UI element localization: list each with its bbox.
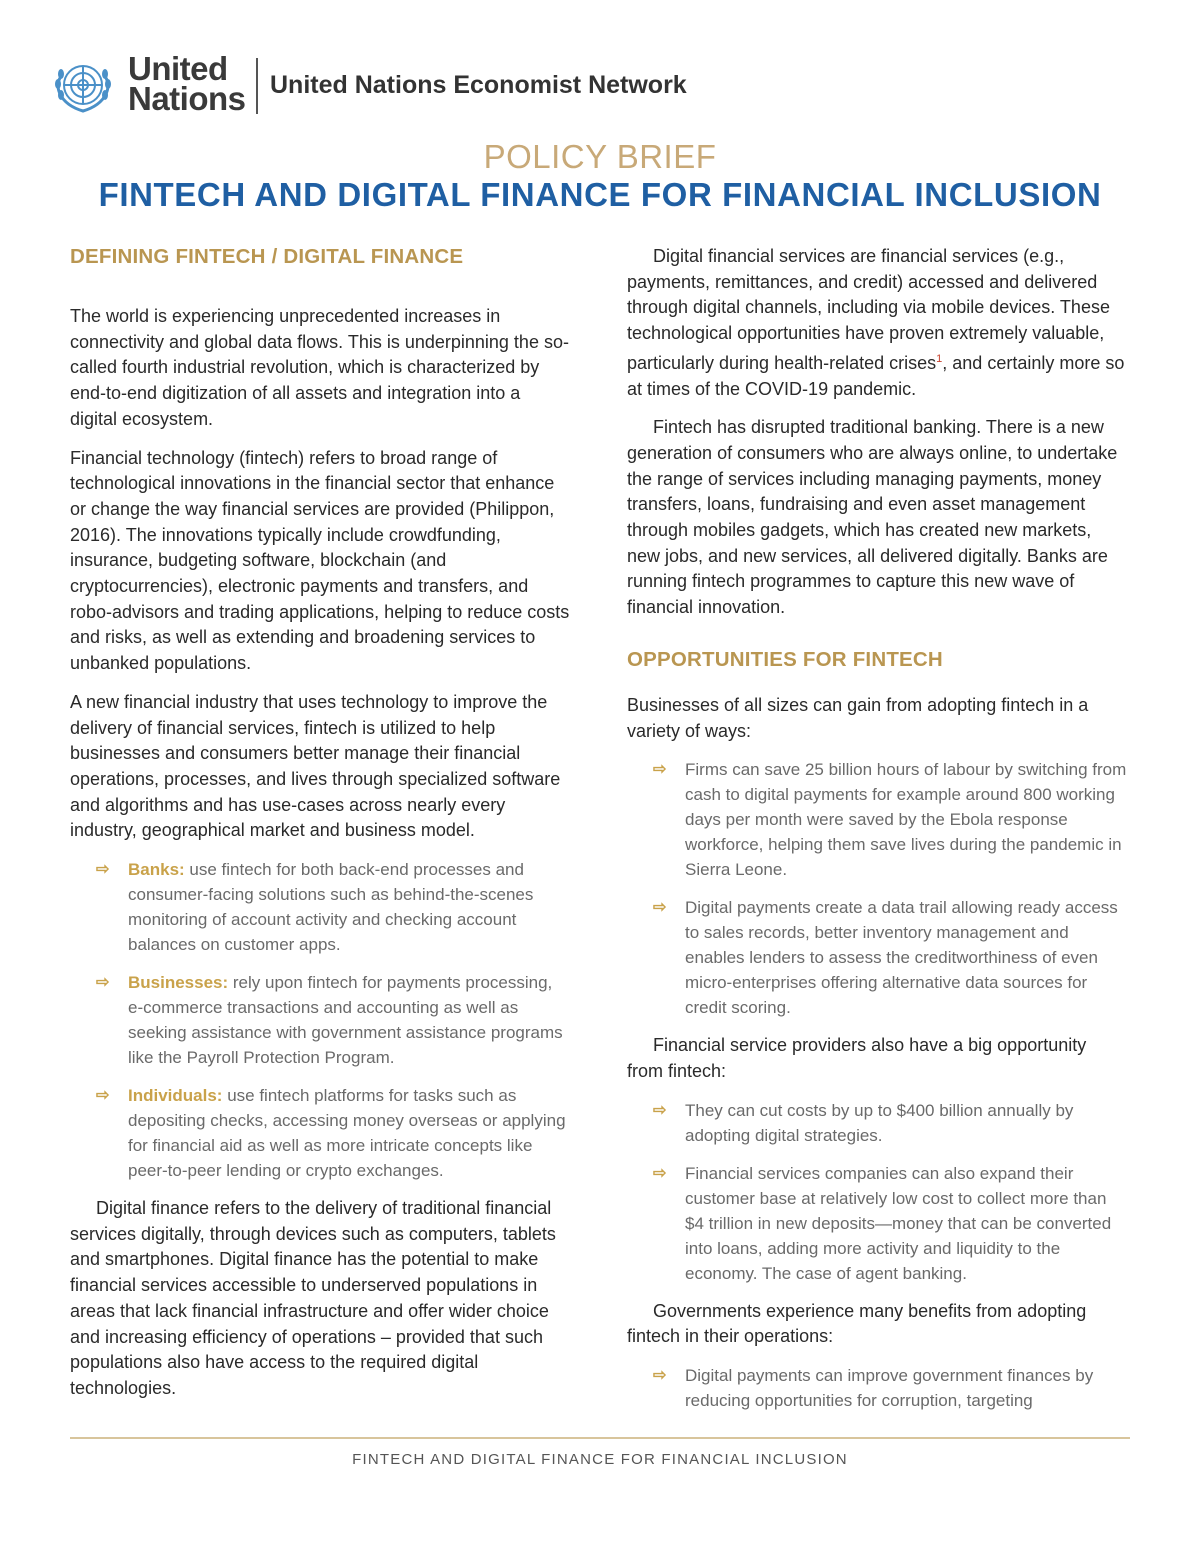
list-item (653, 757, 1127, 882)
list-item-text: use fintech platforms for tasks such as depositing checks, accessing money overseas or applying for financial aid as well as more intricate concepts like peer-to-peer lending or crypto exchanges. (128, 1086, 566, 1181)
page-footer: FINTECH AND DIGITAL FINANCE FOR FINANCIAL INCLUSION (352, 1451, 848, 1468)
un-emblem-icon (52, 54, 114, 116)
list-item-text: Digital payments can improve government finances by reducing opportunities for corruption, targeting (685, 1366, 1094, 1411)
paragraph: Fintech has disrupted traditional banking. There is a new generation of consumers who are always online, to undertake the range of services including managing payments, money transfers, loans, fundraising and even asset management through mobiles gadgets, which has created new markets, new jobs, and new services, all delivered digitally. Banks are running fintech programmes to capture this new wave of financial innovation. (627, 417, 1118, 618)
list-item-term: Banks: (128, 860, 185, 880)
left-column (70, 244, 570, 1415)
network-name: United Nations Economist Network (270, 71, 687, 99)
paragraph-text: , and certainly more so at times of the COVID-19 pandemic. (627, 352, 1125, 399)
paragraph: Financial technology (fintech) refers to broad range of technological innovations in the financial sector that enhance or change the way financial services are provided (Philippon, 2016). The innovations typically include crowdfunding, insurance, budgeting software, blockchain (and cryptocurrencies), electronic payments and transfers, and robo-advisors and trading applications, helping to reduce costs and risks, as well as extending and broadening services to unbanked populations. (70, 447, 570, 674)
list-item (653, 895, 1127, 1020)
footnote-marker[interactable]: 1 (936, 352, 943, 365)
arrow-right-icon: ⇨ (96, 861, 110, 879)
list-item (96, 857, 570, 957)
list-item-text: Financial services companies can also expand their customer base at relatively low cost to collect more than $4 trillion in new deposits—money that can be converted into loans, adding more activity and liquidity to the economy. The case of agent banking. (685, 1163, 1112, 1283)
paragraph (627, 244, 1127, 402)
list-item (653, 1161, 1127, 1286)
list-item (653, 1098, 1127, 1148)
arrow-right-icon: ⇨ (653, 1164, 667, 1182)
document-kicker: POLICY BRIEF (483, 138, 717, 175)
list-item (96, 1083, 570, 1183)
list-item-text: Firms can save 25 billion hours of labour by switching from cash to digital payments for example around 800 working days per month were saved by the Ebola response workforce, helping them save lives during the pandemic in Sierra Leone. (685, 760, 1127, 880)
list-item-term: Businesses: (128, 973, 229, 993)
list-item (96, 970, 570, 1070)
org-line-2: Nations (128, 80, 246, 117)
footer-divider (70, 1437, 1130, 1439)
section-heading-defining: DEFINING FINTECH / DIGITAL FINANCE (70, 245, 464, 268)
paragraph: Governments experience many benefits from adopting fintech in their operations: (627, 1300, 1087, 1347)
right-column (627, 244, 1127, 1426)
section-heading-opportunities: OPPORTUNITIES FOR FINTECH (627, 647, 943, 671)
org-line-1: United (128, 50, 228, 87)
arrow-right-icon: ⇨ (96, 974, 110, 992)
provider-benefits-list (627, 1098, 1127, 1286)
arrow-right-icon: ⇨ (653, 761, 667, 779)
list-item-text: rely upon fintech for payments processing, e-commerce transactions and accounting as well as seeking assistance with government assistance programs like the Payroll Protection Program. (128, 973, 563, 1068)
paragraph: Businesses of all sizes can gain from adopting fintech in a variety of ways: (627, 694, 1089, 741)
paragraph: A new financial industry that uses technology to improve the delivery of financial services, fintech is utilized to help businesses and consumers better manage their financial operations, processes, and lives through specialized software and algorithms and has use-cases across nearly every industry, geographical market and business model. (70, 691, 561, 841)
arrow-right-icon: ⇨ (653, 1101, 667, 1119)
arrow-right-icon: ⇨ (653, 899, 667, 917)
government-benefits-list (627, 1363, 1127, 1413)
user-types-list (70, 857, 570, 1183)
arrow-right-icon: ⇨ (96, 1087, 110, 1105)
un-logo-wordmark (128, 50, 246, 117)
paragraph: The world is experiencing unprecedented increases in connectivity and global data flows. This is underpinning the so-called fourth industrial revolution, which is characterized by end-to-end digitization of all assets and integration into a digital ecosystem. (70, 306, 569, 429)
list-item-term: Individuals: (128, 1086, 223, 1106)
list-item-text: Digital payments create a data trail allowing ready access to sales records, better inventory management and enables lenders to assess the creditworthiness of even micro-enterprises offering alternative data sources for credit scoring. (685, 898, 1118, 1018)
list-item-text: They can cut costs by up to $400 billion annually by adopting digital strategies. (685, 1100, 1074, 1145)
business-benefits-list (627, 757, 1127, 1020)
arrow-right-icon: ⇨ (653, 1367, 667, 1385)
document-title: FINTECH AND DIGITAL FINANCE FOR FINANCIAL INCLUSION (98, 176, 1102, 213)
list-item-text: use fintech for both back-end processes and consumer-facing solutions such as behind-the-scenes monitoring of account activity and checking account balances on customer apps. (128, 860, 534, 955)
logo-divider (256, 58, 258, 114)
paragraph-text: Digital financial services are financial services (e.g., payments, remittances, and credit) accessed and delivered through digital channels, including via mobile devices. These technological opportunities have proven extremely valuable, particularly during health-related crises (627, 246, 1110, 373)
paragraph: Financial service providers also have a big opportunity from fintech: (627, 1035, 1087, 1081)
list-item (653, 1363, 1127, 1413)
paragraph: Digital finance refers to the delivery of traditional financial services digitally, through devices such as computers, tablets and smartphones. Digital finance has the potential to make financial services accessible to underserved populations in areas that lack financial infrastructure and offer wider choice and increasing efficiency of operations – provided that such populations also have access to the required digital technologies. (70, 1198, 556, 1398)
